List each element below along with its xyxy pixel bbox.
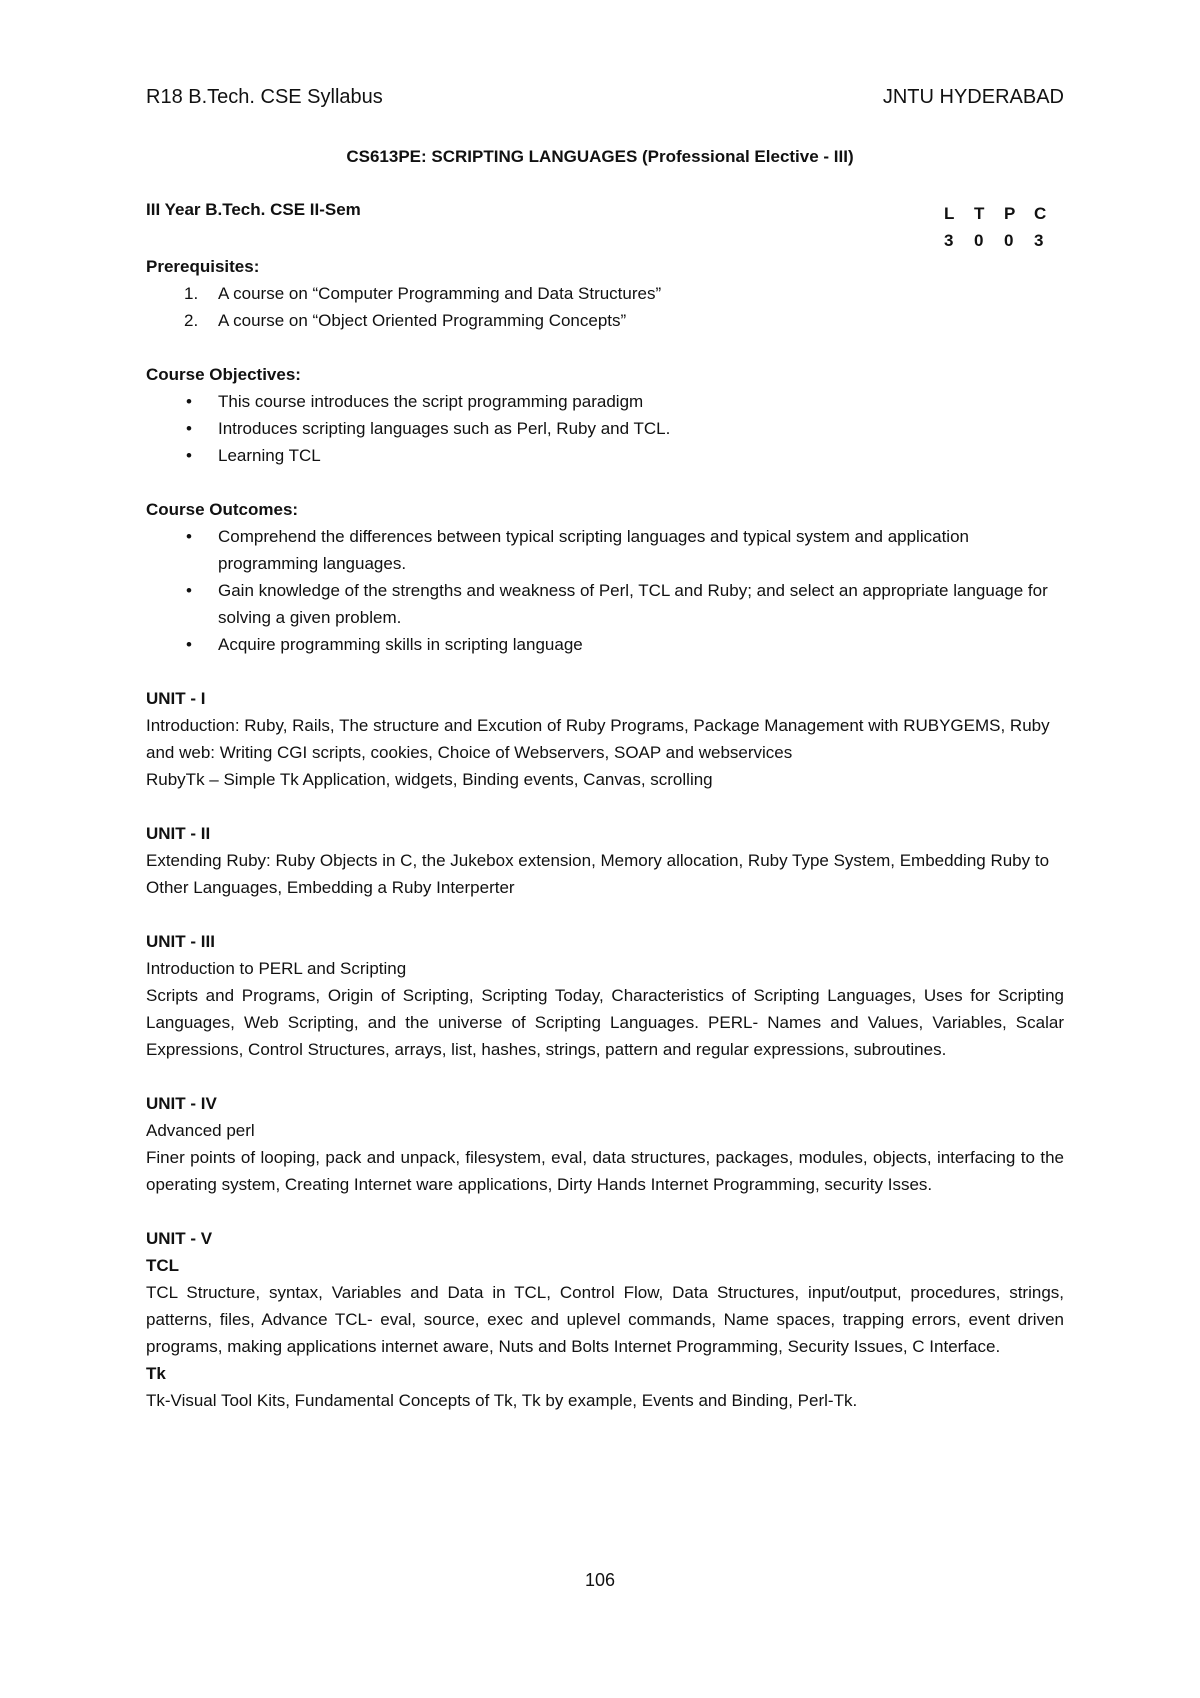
list-item: • Acquire programming skills in scripting language	[146, 631, 1064, 658]
ltpc-label-p: P	[1004, 204, 1016, 223]
unit-4-subtitle: Advanced perl	[146, 1121, 255, 1140]
ltpc-label-c: C	[1034, 204, 1047, 223]
prerequisites-heading: Prerequisites:	[146, 257, 260, 276]
ltpc-label-l: L	[944, 204, 955, 223]
list-item: • Introduces scripting languages such as Perl, Ruby and TCL.	[146, 415, 1064, 442]
objectives-list	[146, 388, 1064, 469]
year-semester: III Year B.Tech. CSE II-Sem	[146, 200, 361, 219]
unit-2-text: Extending Ruby: Ruby Objects in C, the Jukebox extension, Memory allocation, Ruby Type System, Embedding Ruby to Other Languages, Embedding a Ruby Interperter	[146, 851, 1050, 897]
unit-4-heading: UNIT - IV	[146, 1094, 217, 1113]
unit-5-tk-heading: Tk	[146, 1364, 166, 1383]
unit-1-text: Introduction: Ruby, Rails, The structure and Excution of Ruby Programs, Package Management with RUBYGEMS, Ruby and web: Writing CGI scripts, cookies, Choice of Webservers, SOAP and webservices	[146, 716, 1050, 762]
prerequisites-list	[146, 280, 1064, 334]
unit-1-heading: UNIT - I	[146, 689, 206, 708]
ltpc-value-c: 3	[1034, 231, 1044, 250]
syllabus-content	[146, 253, 1064, 1414]
unit-5-tk-text: Tk-Visual Tool Kits, Fundamental Concepts of Tk, Tk by example, Events and Binding, Perl-Tk.	[146, 1391, 858, 1410]
ltpc-label-t: T	[974, 204, 985, 223]
outcomes-list	[146, 523, 1064, 658]
bullet-icon: •	[186, 527, 192, 546]
objectives-heading: Course Objectives:	[146, 365, 301, 384]
outcomes-heading: Course Outcomes:	[146, 500, 299, 519]
course-title: CS613PE: SCRIPTING LANGUAGES (Professional Elective - III)	[346, 147, 854, 166]
unit-5-tcl-heading: TCL	[146, 1256, 180, 1275]
unit-4-text: Finer points of looping, pack and unpack, filesystem, eval, data structures, packages, modules, objects, interfacing to the operating system, Creating Internet ware applications, Dirty Hands Internet Programming, security Isses.	[146, 1148, 1064, 1194]
header-left: R18 B.Tech. CSE Syllabus	[146, 86, 383, 108]
list-item: • Comprehend the differences between typical scripting languages and typical system and application programming languages.	[146, 523, 1064, 577]
unit-3-subtitle: Introduction to PERL and Scripting	[146, 959, 407, 978]
unit-5-heading: UNIT - V	[146, 1229, 213, 1248]
ltpc-value-p: 0	[1004, 231, 1014, 250]
list-item: • Gain knowledge of the strengths and weakness of Perl, TCL and Ruby; and select an appropriate language for solving a given problem.	[146, 577, 1064, 631]
ltpc-table	[944, 200, 1064, 254]
list-item: • Learning TCL	[146, 442, 1064, 469]
page-number: 106	[584, 1570, 616, 1590]
list-item: 2. A course on “Object Oriented Programming Concepts”	[184, 311, 627, 330]
unit-5-tcl-text: TCL Structure, syntax, Variables and Data in TCL, Control Flow, Data Structures, input/output, procedures, strings, patterns, files, Advance TCL- eval, source, exec and uplevel commands, Name spaces, trapping errors, event driven programs, making applications internet aware, Nuts and Bolts Internet Programming, Security Issues, C Interface.	[146, 1283, 1064, 1356]
ltpc-value-l: 3	[944, 231, 954, 250]
unit-2-heading: UNIT - II	[146, 824, 211, 843]
bullet-icon: •	[186, 635, 192, 654]
unit-1-text-2: RubyTk – Simple Tk Application, widgets, Binding events, Canvas, scrolling	[146, 770, 713, 789]
bullet-icon: •	[186, 392, 192, 411]
bullet-icon: •	[186, 446, 192, 465]
unit-3-text: Scripts and Programs, Origin of Scripting, Scripting Today, Characteristics of Scripting Languages, Uses for Scripting Languages, Web Scripting, and the universe of Scripting Languages. PERL- Names and Values, Variables, Scalar Expressions, Control Structures, arrays, list, hashes, strings, pattern and regular expressions, subroutines.	[146, 986, 1064, 1059]
header-right: JNTU HYDERABAD	[882, 86, 1064, 108]
bullet-icon: •	[186, 419, 192, 438]
bullet-icon: •	[186, 581, 192, 600]
ltpc-value-t: 0	[974, 231, 984, 250]
list-item: 1. A course on “Computer Programming and Data Structures”	[184, 284, 662, 303]
unit-3-heading: UNIT - III	[146, 932, 215, 951]
list-item: • This course introduces the script programming paradigm	[146, 388, 1064, 415]
